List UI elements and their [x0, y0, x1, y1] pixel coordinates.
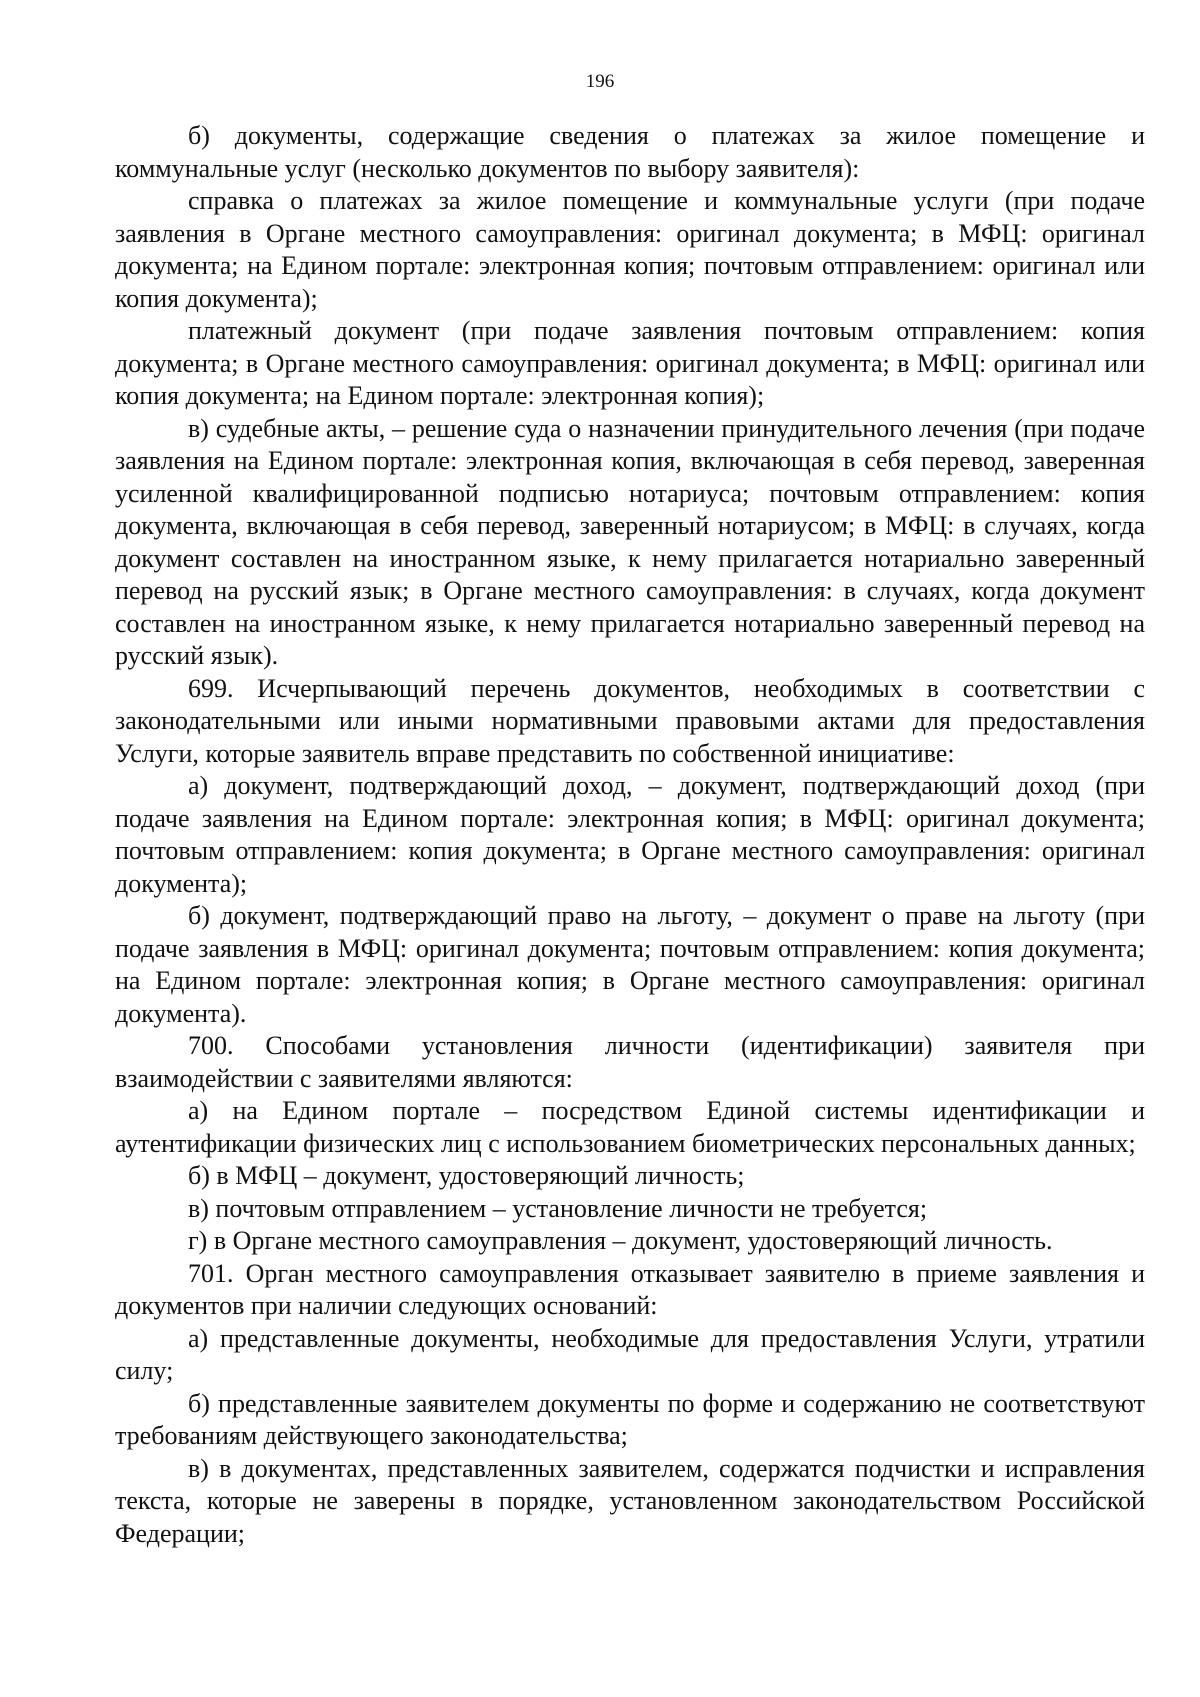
paragraph: а) представленные документы, необходимые для предоставления Услуги, утратили силу;	[115, 1323, 1145, 1385]
document-body	[115, 120, 1145, 1550]
paragraph: б) в МФЦ – документ, удостоверяющий личность;	[188, 1161, 745, 1190]
paragraph: 701. Орган местного самоуправления отказывает заявителю в приеме заявления и документов при наличии следующих оснований:	[115, 1258, 1145, 1320]
paragraph: 699. Исчерпывающий перечень документов, необходимых в соответствии с законодательными или иными нормативными правовыми актами для предоставления Услуги, которые заявитель вправе представить по собственной инициативе:	[115, 673, 1145, 768]
paragraph: платежный документ (при подаче заявления почтовым отправлением: копия документа; в Органе местного самоуправления: оригинал документа; в МФЦ: оригинал или копия документа; на Едином портале: электронная копия);	[115, 316, 1145, 410]
paragraph: в) в документах, представленных заявителем, содержатся подчистки и исправления текста, которые не заверены в порядке, установленном законодательством Российской Федерации;	[115, 1453, 1145, 1548]
paragraph: а) на Едином портале – посредством Единой системы идентификации и аутентификации физических лиц с использованием биометрических персональных данных;	[115, 1096, 1145, 1158]
paragraph: в) почтовым отправлением – установление личности не требуется;	[188, 1193, 928, 1223]
paragraph: б) представленные заявителем документы по форме и содержанию не соответствуют требованиям действующего законодательства;	[115, 1388, 1145, 1450]
paragraph: а) документ, подтверждающий доход, – документ, подтверждающий доход (при подаче заявления на Едином портале: электронная копия; в МФЦ: оригинал документа; почтовым отправлением: копия документа; в Органе местного самоуправления: оригинал документа);	[115, 771, 1145, 898]
paragraph: 700. Способами установления личности (идентификации) заявителя при взаимодействии с заявителями являются:	[115, 1031, 1145, 1093]
paragraph: б) документы, содержащие сведения о платежах за жилое помещение и коммунальные услуг (несколько документов по выбору заявителя):	[115, 121, 1145, 183]
paragraph: г) в Органе местного самоуправления – документ, удостоверяющий личность.	[188, 1226, 1053, 1255]
paragraph: справка о платежах за жилое помещение и коммунальные услуги (при подаче заявления в Органе местного самоуправления: оригинал документа; в МФЦ: оригинал документа; на Едином портале: электронная копия; почтовым отправлением: оригинал или копия документа);	[115, 186, 1145, 313]
paragraph: б) документ, подтверждающий право на льготу, – документ о праве на льготу (при подаче заявления в МФЦ: оригинал документа; почтовым отправлением: копия документа; на Едином портале: электронная копия; в Органе местного самоуправления: оригинал документа).	[115, 901, 1145, 1028]
paragraph: в) судебные акты, – решение суда о назначении принудительного лечения (при подаче заявления на Едином портале: электронная копия, включающая в себя перевод, заверенная усиленной квалифицированной подписью нотариуса; почтовым отправлением: копия документа, включающая в себя перевод, заверенный нотариусом; в МФЦ: в случаях, когда документ составлен на иностранном языке, к нему прилагается нотариально заверенный перевод на русский язык; в Органе местного самоуправления: в случаях, когда документ составлен на иностранном языке, к нему прилагается нотариально заверенный перевод на русский язык).	[115, 413, 1145, 670]
page-number: 196	[585, 71, 615, 92]
